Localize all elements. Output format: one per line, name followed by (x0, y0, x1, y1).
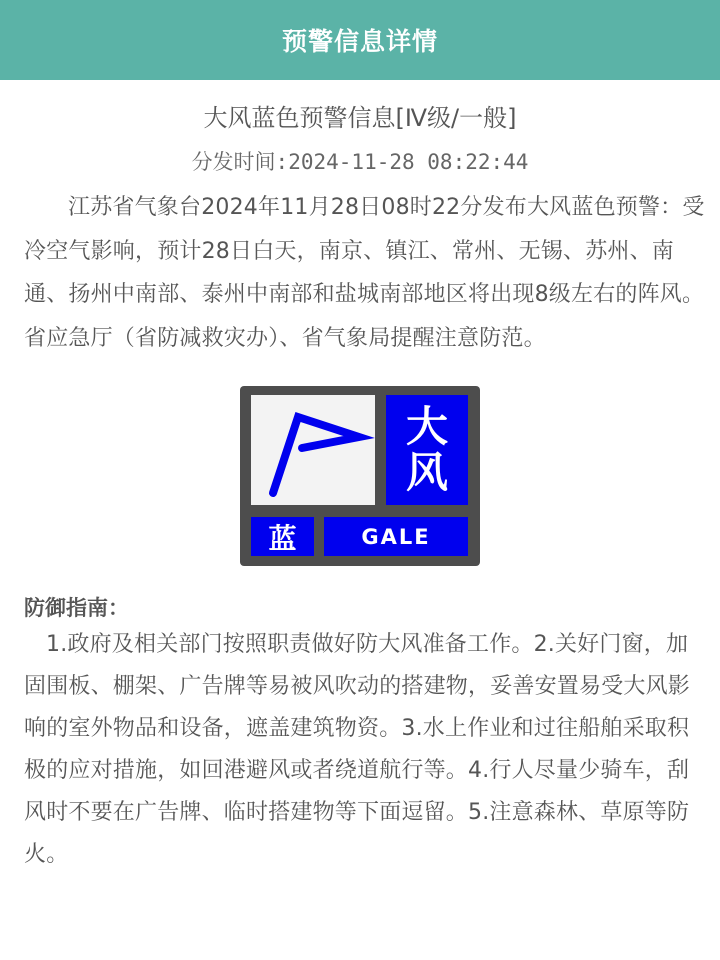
publish-time-label: 分发时间: (191, 150, 289, 174)
page-header (0, 0, 720, 80)
badge-english-label: GALE (361, 524, 431, 549)
publish-time (0, 146, 720, 176)
publish-time-value: 2024-11-28 08:22:44 (288, 150, 529, 174)
warning-badge (240, 386, 480, 566)
page-title: 预警信息详情 (281, 27, 438, 56)
badge-type-panel (386, 395, 468, 505)
wind-flag-icon (251, 395, 375, 505)
badge-level-char: 蓝 (268, 521, 297, 555)
badge-english-panel (324, 517, 468, 556)
badge-type-char-1: 大 (405, 402, 448, 451)
badge-level-panel (251, 517, 314, 556)
badge-type-char-2: 风 (405, 448, 448, 497)
defense-guide-body: 1.政府及相关部门按照职责做好防大风准备工作。2.关好门窗，加固围板、棚架、广告牌等易被风吹动的搭建物，妥善安置易受大风影响的室外物品和设备，遮盖建筑物资。3.水上作业和过往船舶采取积极的应对措施，如回港避风或者绕道航行等。4.行人尽量少骑车，刮风时不要在广告牌、临时搭建物等下面逗留。5.注意森林、草原等防火。 (24, 632, 691, 867)
badge-flag-panel (251, 395, 375, 505)
defense-guide-title: 防御指南： (24, 596, 129, 620)
warning-title: 大风蓝色预警信息[Ⅳ级/一般] (203, 104, 517, 132)
warning-description: 江苏省气象台2024年11月28日08时22分发布大风蓝色预警：受冷空气影响，预计28日白天，南京、镇江、常州、无锡、苏州、南通、扬州中南部、泰州中南部和盐城南部地区将出现8级左右的阵风。省应急厅（省防减救灾办）、省气象局提醒注意防范。 (24, 195, 705, 351)
